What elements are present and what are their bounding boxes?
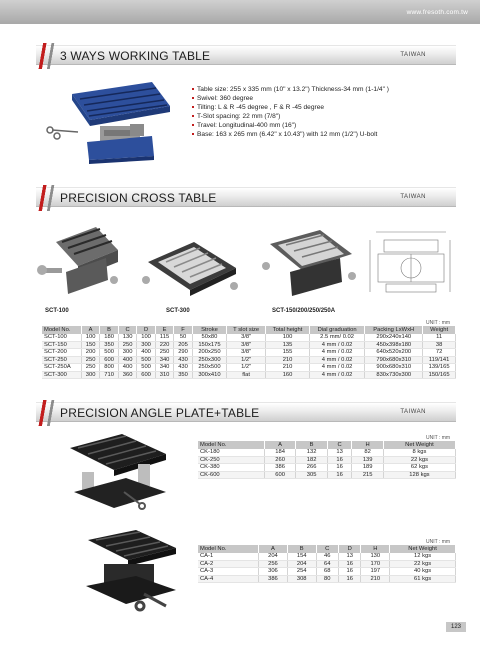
table-cell: 100 — [266, 334, 310, 342]
page-number: 123 — [446, 622, 466, 632]
table-cell: 2.5 mm/ 0.02 — [309, 334, 364, 342]
table-row — [198, 568, 456, 576]
table-cell: 139 — [352, 456, 383, 464]
table-cell: 250 — [81, 356, 99, 364]
table-cell: 500 — [137, 364, 155, 372]
dimension-drawing — [366, 222, 456, 300]
column-header: Net Weight — [383, 441, 455, 449]
table-cell: 12 kgs — [390, 553, 456, 561]
column-header: Model No. — [42, 326, 81, 334]
table-cell: 600 — [137, 371, 155, 379]
table-cell: 600 — [100, 356, 118, 364]
table-cell: CK-250 — [198, 456, 264, 464]
table-cell: 400 — [118, 356, 136, 364]
table-cell: 386 — [264, 464, 295, 472]
table-cell: 300 — [118, 349, 136, 357]
section-header-cross — [36, 187, 456, 207]
table-cell: 68 — [316, 568, 338, 576]
ca-table-body — [198, 553, 456, 583]
table-cell: SCT-100 — [42, 334, 81, 342]
table-row — [198, 560, 456, 568]
table-cell: 128 kgs — [383, 471, 455, 479]
origin-tag: TAIWAN — [400, 52, 426, 58]
table-cell: 8 kgs — [383, 449, 455, 457]
table-cell: 350 — [100, 341, 118, 349]
table-cell: 50x80 — [192, 334, 226, 342]
table-cell: 260 — [264, 456, 295, 464]
table-row — [42, 371, 456, 379]
column-header: H — [352, 441, 383, 449]
table-cell: 830x730x300 — [365, 371, 423, 379]
table-cell: 220 — [155, 341, 173, 349]
table-row — [198, 575, 456, 583]
table-cell: 132 — [296, 449, 327, 457]
sct-300-photo — [140, 232, 240, 302]
table-cell: 3/8" — [227, 334, 266, 342]
table-cell: 72 — [423, 349, 456, 357]
table-cell: 250 — [155, 349, 173, 357]
table-cell: 710 — [100, 371, 118, 379]
table-cell: CA-2 — [198, 560, 259, 568]
table-cell: 16 — [327, 471, 352, 479]
table-cell: 1/2" — [227, 364, 266, 372]
table-cell: 130 — [361, 553, 390, 561]
table-cell: 250 — [118, 341, 136, 349]
unit-label: UNIT : mm — [426, 320, 451, 326]
spec-item: Tilting: L & R -45 degree , F & R -45 degree — [192, 103, 452, 112]
table-cell: 61 kgs — [390, 575, 456, 583]
table-row — [198, 456, 456, 464]
table-cell: 640x520x200 — [365, 349, 423, 357]
origin-tag: TAIWAN — [400, 194, 426, 200]
table-cell: 500 — [137, 356, 155, 364]
table-cell: 16 — [338, 575, 360, 583]
column-header: Packing LxWxH — [365, 326, 423, 334]
table-cell: 306 — [259, 568, 288, 576]
table-cell: 430 — [174, 356, 192, 364]
table-cell: 600 — [264, 471, 295, 479]
three-ways-table-photo — [42, 72, 172, 164]
table-cell: 250x500 — [192, 364, 226, 372]
spec-item: T-Slot spacing: 22 mm (7/8") — [192, 112, 452, 121]
ca-angle-plate-photo — [74, 526, 180, 612]
column-header: Total height — [266, 326, 310, 334]
table-row — [42, 356, 456, 364]
table-cell: 430 — [174, 364, 192, 372]
table-cell: 290 — [174, 349, 192, 357]
table-cell: 50 — [174, 334, 192, 342]
table-cell: CK-600 — [198, 471, 264, 479]
table-cell: 38 — [423, 341, 456, 349]
column-header: D — [137, 326, 155, 334]
table-cell: 1/2" — [227, 356, 266, 364]
table-cell: SCT-300 — [42, 371, 81, 379]
table-row — [198, 471, 456, 479]
table-cell: 180 — [100, 334, 118, 342]
column-header: B — [287, 545, 316, 553]
column-header: C — [118, 326, 136, 334]
table-row — [42, 334, 456, 342]
table-cell: 150/165 — [423, 371, 456, 379]
column-header: Stroke — [192, 326, 226, 334]
table-cell: 210 — [266, 364, 310, 372]
table-row — [198, 553, 456, 561]
cross-table-body — [42, 334, 456, 379]
section-title: 3 WAYS WORKING TABLE — [60, 49, 211, 63]
table-cell: 13 — [327, 449, 352, 457]
table-cell: 184 — [264, 449, 295, 457]
table-cell: 16 — [338, 560, 360, 568]
section-header-angle — [36, 402, 456, 422]
table-cell: 4 mm / 0.02 — [309, 356, 364, 364]
table-cell: 3/8" — [227, 341, 266, 349]
column-header: C — [316, 545, 338, 553]
table-cell: 310 — [155, 371, 173, 379]
table-cell: 11 — [423, 334, 456, 342]
table-cell: 200 — [81, 349, 99, 357]
table-cell: 340 — [155, 356, 173, 364]
table-cell: 900x680x310 — [365, 364, 423, 372]
table-cell: 130 — [118, 334, 136, 342]
table-row — [198, 464, 456, 472]
table-cell: 100 — [137, 334, 155, 342]
table-cell: 400 — [137, 349, 155, 357]
table-cell: 204 — [287, 560, 316, 568]
table-cell: 100 — [81, 334, 99, 342]
table-cell: flat — [227, 371, 266, 379]
table-cell: 150 — [81, 341, 99, 349]
table-cell: 155 — [266, 349, 310, 357]
swoosh-accent-icon — [44, 400, 58, 426]
table-cell: 62 kgs — [383, 464, 455, 472]
table-cell: 350 — [174, 371, 192, 379]
swoosh-accent-icon — [44, 43, 58, 69]
caption-sct-300: SCT-300 — [166, 308, 190, 314]
table-cell: CA-3 — [198, 568, 259, 576]
table-row — [42, 341, 456, 349]
table-cell: 3/8" — [227, 349, 266, 357]
table-cell: 250 — [81, 364, 99, 372]
table-cell: 170 — [361, 560, 390, 568]
table-cell: 4 mm / 0.02 — [309, 371, 364, 379]
column-header: A — [81, 326, 99, 334]
table-cell: 135 — [266, 341, 310, 349]
table-cell: 360 — [118, 371, 136, 379]
specification-list — [192, 85, 452, 140]
swoosh-accent-icon — [44, 185, 58, 211]
column-header: C — [327, 441, 352, 449]
table-cell: 204 — [259, 553, 288, 561]
table-cell: CK-180 — [198, 449, 264, 457]
table-cell: 386 — [259, 575, 288, 583]
column-header: Net Weight — [390, 545, 456, 553]
table-cell: 300x410 — [192, 371, 226, 379]
table-row — [42, 349, 456, 357]
column-header: E — [155, 326, 173, 334]
table-cell: 266 — [296, 464, 327, 472]
table-cell: 308 — [287, 575, 316, 583]
table-cell: 4 mm / 0.02 — [309, 349, 364, 357]
section-header-ways — [36, 45, 456, 65]
table-cell: 210 — [266, 356, 310, 364]
ck-table-specs — [198, 441, 456, 479]
column-header: D — [338, 545, 360, 553]
table-cell: 13 — [338, 553, 360, 561]
table-header-row — [198, 441, 456, 449]
table-cell: CA-1 — [198, 553, 259, 561]
table-cell: 160 — [266, 371, 310, 379]
column-header: T slot size — [227, 326, 266, 334]
spec-item: Base: 163 x 265 mm (6.42" x 10.43") with 12 mm (1/2") U-bolt — [192, 130, 452, 139]
table-cell: SCT-250A — [42, 364, 81, 372]
table-cell: 115 — [155, 334, 173, 342]
table-cell: SCT-250 — [42, 356, 81, 364]
website-url[interactable]: www.fresoth.com.tw — [406, 9, 468, 16]
table-row — [198, 449, 456, 457]
cross-table-specs — [42, 326, 456, 379]
ca-table-specs — [198, 545, 456, 583]
table-cell: 80 — [316, 575, 338, 583]
table-cell: 800 — [100, 364, 118, 372]
table-cell: 64 — [316, 560, 338, 568]
caption-sct-100: SCT-100 — [45, 308, 69, 314]
table-cell: 189 — [352, 464, 383, 472]
unit-label: UNIT : mm — [426, 539, 451, 545]
table-cell: CA-4 — [198, 575, 259, 583]
table-cell: 205 — [174, 341, 192, 349]
caption-sct-150: SCT-150/200/250/250A — [272, 308, 336, 314]
table-cell: 290x240x140 — [365, 334, 423, 342]
table-cell: 139/165 — [423, 364, 456, 372]
table-cell: 16 — [327, 464, 352, 472]
table-cell: 4 mm / 0.02 — [309, 341, 364, 349]
table-cell: 40 kgs — [390, 568, 456, 576]
top-banner — [0, 0, 480, 24]
table-cell: 340 — [155, 364, 173, 372]
table-cell: 450x398x180 — [365, 341, 423, 349]
table-cell: SCT-200 — [42, 349, 81, 357]
spec-item: Swivel: 360 degree — [192, 94, 452, 103]
table-cell: 150x175 — [192, 341, 226, 349]
table-cell: 300 — [81, 371, 99, 379]
table-row — [42, 364, 456, 372]
section-title: PRECISION ANGLE PLATE+TABLE — [60, 406, 260, 420]
table-cell: 305 — [296, 471, 327, 479]
sct-100-photo — [36, 222, 126, 302]
table-cell: 22 kgs — [383, 456, 455, 464]
column-header: Weight — [423, 326, 456, 334]
table-cell: 82 — [352, 449, 383, 457]
table-cell: 300 — [137, 341, 155, 349]
table-cell: 215 — [352, 471, 383, 479]
column-header: F — [174, 326, 192, 334]
table-header-row — [198, 545, 456, 553]
table-cell: 500 — [100, 349, 118, 357]
table-cell: 154 — [287, 553, 316, 561]
table-cell: 254 — [287, 568, 316, 576]
column-header: Dial graduation — [309, 326, 364, 334]
unit-label: UNIT : mm — [426, 435, 451, 441]
table-cell: 250x300 — [192, 356, 226, 364]
spec-item: Travel: Longitudinal-400 mm (16") — [192, 121, 452, 130]
table-cell: 400 — [118, 364, 136, 372]
column-header: Model No. — [198, 545, 259, 553]
ck-table-body — [198, 449, 456, 479]
column-header: B — [296, 441, 327, 449]
table-cell: CK-380 — [198, 464, 264, 472]
table-cell: 16 — [327, 456, 352, 464]
table-header-row — [42, 326, 456, 334]
table-cell: 46 — [316, 553, 338, 561]
ck-angle-plate-photo — [62, 430, 172, 515]
column-header: A — [259, 545, 288, 553]
sct-150-photo — [260, 226, 360, 300]
column-header: B — [100, 326, 118, 334]
table-cell: SCT-150 — [42, 341, 81, 349]
column-header: H — [361, 545, 390, 553]
table-cell: 197 — [361, 568, 390, 576]
column-header: A — [264, 441, 295, 449]
table-cell: 16 — [338, 568, 360, 576]
table-cell: 256 — [259, 560, 288, 568]
table-cell: 182 — [296, 456, 327, 464]
origin-tag: TAIWAN — [400, 409, 426, 415]
column-header: Model No. — [198, 441, 264, 449]
spec-item: Table size: 255 x 335 mm (10" x 13.2") Thickness-34 mm (1-1/4" ) — [192, 85, 452, 94]
section-title: PRECISION CROSS TABLE — [60, 191, 217, 205]
table-cell: 22 kgs — [390, 560, 456, 568]
table-cell: 119/141 — [423, 356, 456, 364]
table-cell: 200x250 — [192, 349, 226, 357]
table-cell: 790x680x310 — [365, 356, 423, 364]
table-cell: 210 — [361, 575, 390, 583]
table-cell: 4 mm / 0.02 — [309, 364, 364, 372]
